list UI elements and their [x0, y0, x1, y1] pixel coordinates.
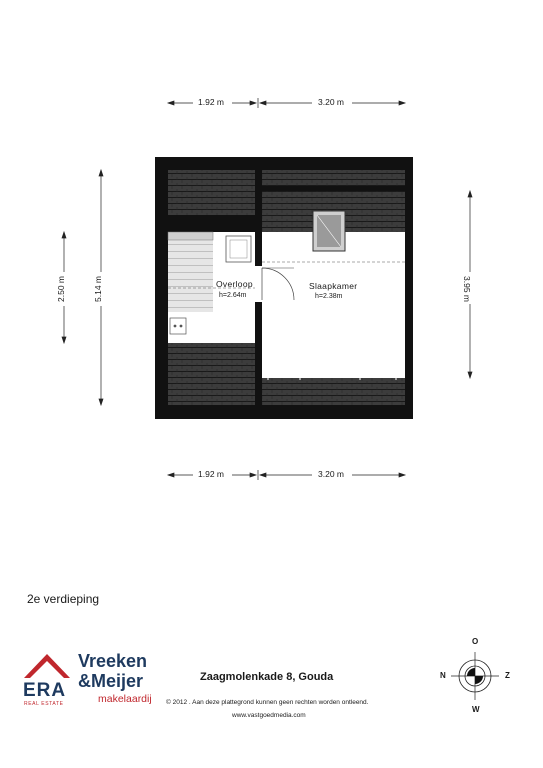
- compass-north-label: O: [472, 637, 479, 646]
- dimension-label-left-inner: 2.50 m: [56, 276, 66, 302]
- roof-tiles-bottom-right: [262, 378, 405, 405]
- dimension-label-top-left: 1.92 m: [198, 97, 224, 107]
- sink-unit: [170, 318, 186, 334]
- brand-name-line1: Vreeken: [78, 651, 148, 671]
- brand-name-line2: &Meijer: [78, 671, 144, 691]
- room-height-slaapkamer: h=2.38m: [315, 293, 343, 300]
- floor-label: 2e verdieping: [27, 592, 100, 606]
- dimension-label-bottom-left: 1.92 m: [198, 469, 224, 479]
- roof-tiles-top-left: [168, 170, 255, 215]
- slaapkamer-room: [262, 232, 405, 378]
- roof-tiles-bottom-left: [168, 343, 255, 405]
- copyright-notice: © 2012 . Aan deze plattegrond kunnen geen rechten worden ontleend.: [166, 699, 369, 706]
- dimension-label-left-outer: 5.14 m: [93, 276, 103, 302]
- room-height-overloop: h=2.64m: [219, 292, 247, 299]
- room-name-slaapkamer: Slaapkamer: [309, 281, 358, 291]
- dimension-label-top-right: 3.20 m: [318, 97, 344, 107]
- roof-tiles-top-strip: [262, 170, 405, 186]
- staircase: [168, 232, 213, 312]
- era-logo-subtext: REAL ESTATE: [24, 701, 64, 707]
- brand-name-line3: makelaardij: [98, 693, 152, 705]
- compass-west-label: N: [440, 671, 446, 680]
- compass-east-label: Z: [505, 671, 510, 680]
- compass-rose: [451, 652, 499, 700]
- address: Zaagmolenkade 8, Gouda: [200, 671, 334, 683]
- dimension-label-bottom-right: 3.20 m: [318, 469, 344, 479]
- era-logo-text: ERA: [23, 680, 67, 701]
- website-link: www.vastgoedmedia.com: [232, 712, 306, 719]
- dimension-label-right: 3.95 m: [462, 276, 472, 302]
- compass-south-label: W: [472, 705, 480, 714]
- room-name-overloop: Overloop: [216, 279, 253, 289]
